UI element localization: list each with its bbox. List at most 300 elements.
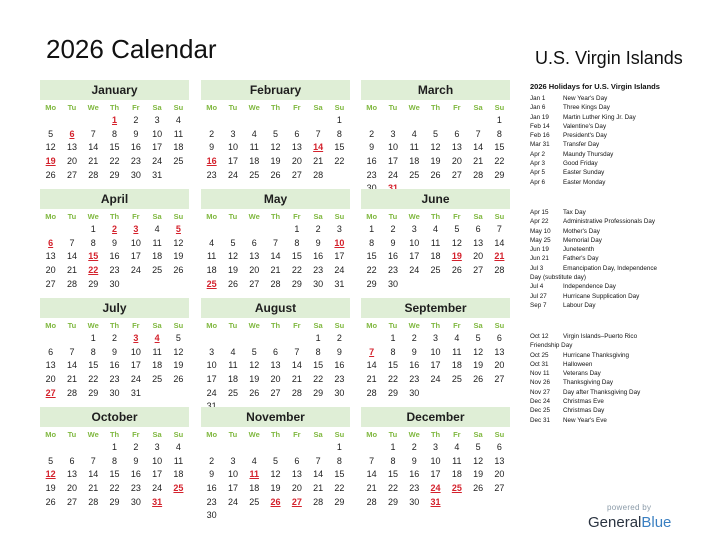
day-cell: 23 (387, 265, 398, 276)
day-cell: 29 (291, 278, 302, 289)
holiday-date: May 10 (530, 227, 551, 235)
day-cell: 16 (313, 251, 324, 262)
day-cell: 16 (130, 469, 141, 480)
holiday-day-cell: 3 (133, 224, 139, 234)
weekday-label: Sa (152, 430, 162, 439)
day-cell: 28 (291, 387, 302, 398)
holiday-name: Juneteenth (563, 246, 595, 254)
day-cell: 13 (66, 469, 77, 480)
holiday-date: Nov 11 (530, 370, 550, 378)
day-cell: 28 (494, 265, 505, 276)
day-cell: 20 (291, 483, 302, 494)
month-header: November (201, 407, 350, 427)
weekday-label: Su (494, 321, 505, 330)
month-header: March (361, 80, 510, 100)
weekday-label: Mo (206, 430, 218, 439)
holiday-entry (530, 254, 676, 263)
day-cell: 4 (433, 224, 439, 234)
day-cell: 18 (173, 142, 184, 153)
day-cell: 5 (48, 455, 54, 466)
day-cell: 20 (249, 265, 260, 276)
holiday-day-cell: 12 (45, 469, 56, 480)
day-cell: 26 (451, 265, 462, 276)
month-november (201, 407, 350, 523)
weekday-label: Mo (366, 212, 378, 221)
day-cell: 11 (206, 251, 217, 262)
day-cell: 24 (206, 387, 217, 398)
day-cell: 16 (334, 360, 345, 371)
weekday-label: We (87, 103, 99, 112)
day-cell: 19 (227, 265, 238, 276)
day-cell: 28 (66, 387, 77, 398)
holiday-entry (530, 245, 676, 254)
day-cell: 9 (411, 455, 417, 466)
day-cell: 1 (90, 333, 96, 343)
month-september (361, 298, 510, 400)
day-cell: 7 (496, 224, 502, 234)
weekday-label: Su (334, 321, 345, 330)
holiday-list (530, 82, 676, 425)
day-cell: 13 (270, 360, 281, 371)
day-cell: 1 (315, 333, 321, 343)
day-cell: 16 (109, 360, 120, 371)
month-august (201, 298, 350, 414)
day-cell: 26 (473, 374, 484, 385)
day-empty (307, 114, 328, 128)
month-header: July (40, 298, 189, 318)
day-cell: 17 (387, 156, 398, 167)
holiday-date: Jan 1 (530, 95, 546, 102)
day-cell: 29 (88, 278, 99, 289)
month-april (40, 189, 189, 291)
holiday-name: New Year's Day (563, 95, 608, 102)
day-cell: 12 (473, 455, 484, 466)
day-cell: 29 (387, 496, 398, 507)
day-cell: 24 (430, 374, 441, 385)
day-empty (222, 441, 243, 455)
day-cell: 19 (173, 360, 184, 371)
day-cell: 19 (430, 156, 441, 167)
holiday-group-2 (530, 208, 676, 332)
day-empty (244, 441, 265, 455)
day-cell: 22 (109, 156, 120, 167)
weekday-label: Sa (313, 321, 323, 330)
day-cell: 15 (313, 360, 324, 371)
weekday-label: Th (430, 430, 441, 439)
day-cell: 9 (133, 455, 139, 466)
holiday-day-cell: 24 (430, 483, 441, 494)
day-cell: 16 (366, 156, 377, 167)
month-header: January (40, 80, 189, 100)
day-cell: 9 (369, 142, 375, 153)
day-cell: 30 (130, 169, 141, 180)
day-cell: 27 (473, 265, 484, 276)
holiday-name: Administrative Professionals Day (563, 218, 656, 226)
day-cell: 25 (430, 265, 441, 276)
weekday-label: We (248, 212, 260, 221)
day-cell: 10 (130, 346, 141, 357)
day-empty (201, 114, 222, 128)
day-cell: 23 (409, 374, 420, 385)
day-empty (265, 332, 286, 346)
day-cell: 4 (154, 224, 160, 234)
weekday-label: Sa (473, 103, 483, 112)
day-cell: 18 (152, 251, 163, 262)
weekday-label: Fr (132, 321, 140, 330)
weekday-label: Sa (313, 212, 323, 221)
day-empty (286, 332, 307, 346)
day-cell: 10 (430, 455, 441, 466)
holiday-name: Tax Day (563, 209, 586, 216)
weekday-label: Mo (45, 430, 57, 439)
day-cell: 14 (88, 142, 99, 153)
day-empty (244, 223, 265, 237)
weekday-label: We (408, 212, 420, 221)
day-cell: 25 (249, 496, 260, 507)
day-cell: 23 (206, 169, 217, 180)
day-cell: 24 (227, 169, 238, 180)
day-cell: 8 (390, 346, 396, 357)
day-cell: 9 (209, 469, 215, 480)
month-march (361, 80, 510, 196)
day-cell: 2 (209, 455, 215, 466)
day-cell: 30 (387, 278, 398, 289)
weekday-label: Sa (473, 212, 483, 221)
day-empty (40, 332, 61, 346)
weekday-label: Fr (293, 103, 301, 112)
day-cell: 28 (366, 496, 377, 507)
day-cell: 30 (409, 496, 420, 507)
month-header: May (201, 189, 350, 209)
day-cell: 22 (387, 483, 398, 494)
day-cell: 1 (294, 224, 300, 234)
day-empty (467, 114, 488, 128)
day-cell: 21 (66, 374, 77, 385)
day-cell: 17 (206, 374, 217, 385)
day-cell: 13 (494, 346, 505, 357)
day-cell: 13 (473, 237, 484, 248)
day-empty (40, 114, 61, 128)
day-cell: 27 (451, 169, 462, 180)
day-cell: 13 (291, 469, 302, 480)
day-cell: 3 (336, 224, 342, 234)
holiday-name: Hurricane Thanksgiving (563, 351, 630, 359)
day-cell: 10 (206, 360, 217, 371)
month-header: September (361, 298, 510, 318)
day-cell: 14 (473, 142, 484, 153)
weekday-label: Sa (152, 103, 162, 112)
day-cell: 8 (112, 455, 118, 466)
day-cell: 15 (387, 360, 398, 371)
day-cell: 15 (387, 469, 398, 480)
day-cell: 20 (66, 483, 77, 494)
weekday-header-row (40, 210, 189, 223)
day-cell: 16 (206, 483, 217, 494)
day-cell: 13 (66, 142, 77, 153)
day-cell: 6 (496, 333, 502, 343)
day-cell: 16 (409, 469, 420, 480)
day-cell: 13 (291, 142, 302, 153)
holiday-day-cell: 4 (154, 333, 160, 343)
weekday-label: Fr (132, 212, 140, 221)
weekday-label: Th (109, 212, 120, 221)
day-cell: 17 (430, 469, 441, 480)
day-cell: 25 (152, 265, 163, 276)
weekday-label: Tu (67, 430, 77, 439)
weekday-header-row (361, 101, 510, 114)
day-cell: 28 (66, 278, 77, 289)
holiday-entry (530, 406, 676, 415)
day-cell: 22 (109, 483, 120, 494)
weekday-label: Su (173, 103, 184, 112)
day-cell: 25 (409, 169, 420, 180)
day-cell: 22 (313, 374, 324, 385)
holiday-entry (530, 369, 676, 378)
day-cell: 8 (294, 237, 300, 248)
day-cell: 8 (90, 237, 96, 248)
generalblue-logo[interactable]: GeneralBlue (588, 514, 672, 531)
holiday-day-cell: 26 (270, 496, 281, 507)
day-cell: 7 (273, 237, 279, 248)
day-cell: 4 (411, 128, 417, 139)
day-cell: 22 (366, 265, 377, 276)
day-cell: 10 (152, 128, 163, 139)
day-cell: 2 (336, 333, 342, 343)
day-cell: 24 (152, 156, 163, 167)
holiday-name: Transfer Day (563, 141, 600, 149)
day-cell: 12 (451, 237, 462, 248)
holiday-name: Mother's Day (563, 227, 600, 235)
day-cell: 3 (411, 224, 417, 234)
day-empty (83, 441, 104, 455)
weekday-label: Tu (228, 321, 238, 330)
day-cell: 5 (273, 128, 279, 139)
day-cell: 29 (494, 169, 505, 180)
day-cell: 4 (454, 442, 460, 452)
day-cell: 19 (473, 360, 484, 371)
day-cell: 23 (130, 156, 141, 167)
weekday-label: Su (334, 103, 345, 112)
day-cell: 8 (336, 128, 342, 139)
day-grid (361, 441, 510, 509)
day-cell: 30 (130, 496, 141, 507)
weekday-label: Su (494, 103, 505, 112)
weekday-label: Sa (152, 321, 162, 330)
weekday-label: Fr (453, 103, 461, 112)
day-cell: 20 (451, 156, 462, 167)
holiday-name: Veterans Day (563, 370, 601, 378)
holiday-day-cell: 14 (313, 142, 324, 153)
day-cell: 18 (451, 360, 462, 371)
holiday-day-cell: 27 (291, 496, 302, 507)
weekday-header-row (40, 319, 189, 332)
holiday-day-cell: 21 (494, 251, 505, 262)
day-cell: 11 (452, 346, 462, 357)
holiday-name: Memorial Day (563, 236, 602, 244)
day-cell: 20 (45, 374, 56, 385)
month-february (201, 80, 350, 182)
day-cell: 7 (369, 455, 375, 466)
holiday-name: Father's Day (563, 255, 599, 263)
holiday-date: Nov 26 (530, 379, 550, 387)
holiday-day-cell: 22 (88, 265, 99, 276)
holiday-name: Christmas Eve (563, 398, 604, 406)
day-grid (201, 223, 350, 291)
day-cell: 29 (109, 496, 120, 507)
holiday-entry (530, 397, 676, 406)
day-cell: 9 (336, 346, 342, 357)
holiday-list-title: 2026 Holidays for U.S. Virgin Islands (530, 82, 660, 91)
holiday-name-continued: Friendship Day (530, 342, 573, 350)
holiday-entry (530, 292, 676, 301)
day-cell: 12 (45, 142, 56, 153)
day-empty (61, 332, 82, 346)
day-cell: 17 (130, 360, 141, 371)
day-cell: 9 (390, 237, 396, 248)
weekday-header-row (361, 210, 510, 223)
day-cell: 26 (45, 496, 56, 507)
day-cell: 7 (90, 455, 96, 466)
weekday-label: Su (173, 430, 184, 439)
day-cell: 23 (409, 483, 420, 494)
holiday-entry (530, 159, 676, 168)
holiday-entry (530, 94, 676, 103)
day-cell: 7 (69, 346, 75, 357)
holiday-group-1 (530, 94, 676, 208)
day-cell: 20 (494, 469, 505, 480)
day-cell: 26 (473, 483, 484, 494)
day-cell: 24 (387, 169, 398, 180)
month-may (201, 189, 350, 291)
day-cell: 14 (494, 237, 505, 248)
day-cell: 25 (451, 374, 462, 385)
month-header: June (361, 189, 510, 209)
day-empty (201, 223, 222, 237)
day-cell: 19 (249, 374, 260, 385)
day-grid (201, 332, 350, 414)
day-cell: 22 (494, 156, 505, 167)
day-cell: 1 (369, 224, 375, 234)
holiday-name: Thanksgiving Day (563, 379, 614, 387)
holiday-day-cell: 31 (152, 496, 163, 507)
day-grid (201, 441, 350, 523)
day-cell: 22 (88, 374, 99, 385)
weekday-label: Th (270, 212, 281, 221)
day-cell: 25 (152, 374, 163, 385)
day-cell: 28 (88, 496, 99, 507)
day-cell: 29 (387, 387, 398, 398)
day-cell: 21 (313, 483, 324, 494)
holiday-name: Maundy Thursday (563, 150, 614, 158)
day-cell: 8 (112, 128, 118, 139)
weekday-label: Th (109, 321, 120, 330)
day-cell: 4 (175, 115, 181, 125)
day-cell: 2 (369, 128, 375, 139)
day-cell: 14 (366, 469, 377, 480)
day-cell: 14 (88, 469, 99, 480)
day-cell: 2 (411, 333, 417, 343)
day-cell: 1 (336, 442, 342, 452)
day-cell: 30 (334, 387, 345, 398)
holiday-name: Christmas Day (563, 407, 605, 415)
holiday-entry (530, 388, 676, 397)
weekday-label: Sa (152, 212, 162, 221)
holiday-day-cell: 25 (206, 278, 217, 289)
holiday-name: Hurricane Supplication Day (563, 292, 640, 300)
weekday-label: Th (430, 103, 441, 112)
day-cell: 24 (227, 496, 238, 507)
holiday-entry (530, 332, 676, 351)
day-cell: 23 (130, 483, 141, 494)
holiday-day-cell: 19 (451, 251, 462, 262)
day-cell: 9 (112, 237, 118, 248)
holiday-group-3 (530, 332, 676, 425)
day-cell: 21 (88, 483, 99, 494)
weekday-label: We (408, 321, 420, 330)
weekday-label: Tu (388, 321, 398, 330)
day-cell: 1 (90, 224, 96, 234)
day-cell: 22 (334, 483, 345, 494)
weekday-header-row (40, 101, 189, 114)
holiday-name: Labour Day (563, 301, 596, 309)
day-cell: 9 (209, 142, 215, 153)
day-cell: 5 (433, 128, 439, 139)
day-cell: 4 (209, 237, 215, 248)
holiday-entry (530, 264, 676, 283)
weekday-label: Tu (228, 430, 238, 439)
weekday-label: We (87, 321, 99, 330)
weekday-label: Tu (228, 103, 238, 112)
day-empty (361, 332, 382, 346)
day-cell: 28 (88, 169, 99, 180)
weekday-label: Tu (388, 430, 398, 439)
day-empty (404, 114, 425, 128)
holiday-date: Oct 31 (530, 360, 549, 368)
weekday-label: Su (494, 212, 505, 221)
day-empty (425, 114, 446, 128)
day-cell: 12 (270, 142, 281, 153)
day-cell: 11 (228, 360, 238, 371)
day-cell: 9 (112, 346, 118, 357)
day-cell: 18 (249, 483, 260, 494)
holiday-date: Sep 7 (530, 301, 547, 309)
holiday-name: Martin Luther King Jr. Day (563, 113, 636, 121)
day-cell: 12 (173, 346, 184, 357)
day-cell: 2 (209, 128, 215, 139)
holiday-day-cell: 31 (430, 496, 441, 507)
day-cell: 28 (270, 278, 281, 289)
day-cell: 29 (334, 496, 345, 507)
day-empty (201, 332, 222, 346)
day-grid (40, 114, 189, 182)
day-cell: 21 (313, 156, 324, 167)
day-cell: 10 (387, 142, 398, 153)
weekday-label: Tu (228, 212, 238, 221)
powered-by-label: powered by (607, 503, 652, 512)
day-cell: 17 (334, 251, 345, 262)
day-cell: 14 (366, 360, 377, 371)
weekday-label: Mo (206, 103, 218, 112)
day-cell: 26 (270, 169, 281, 180)
holiday-day-cell: 2 (112, 224, 118, 234)
holiday-date: Mar 31 (530, 141, 550, 149)
day-cell: 3 (209, 346, 215, 357)
day-cell: 17 (227, 156, 238, 167)
holiday-name: Emancipation Day, Independence (563, 264, 658, 272)
holiday-entry (530, 178, 676, 187)
day-cell: 13 (249, 251, 260, 262)
holiday-day-cell: 15 (88, 251, 99, 262)
